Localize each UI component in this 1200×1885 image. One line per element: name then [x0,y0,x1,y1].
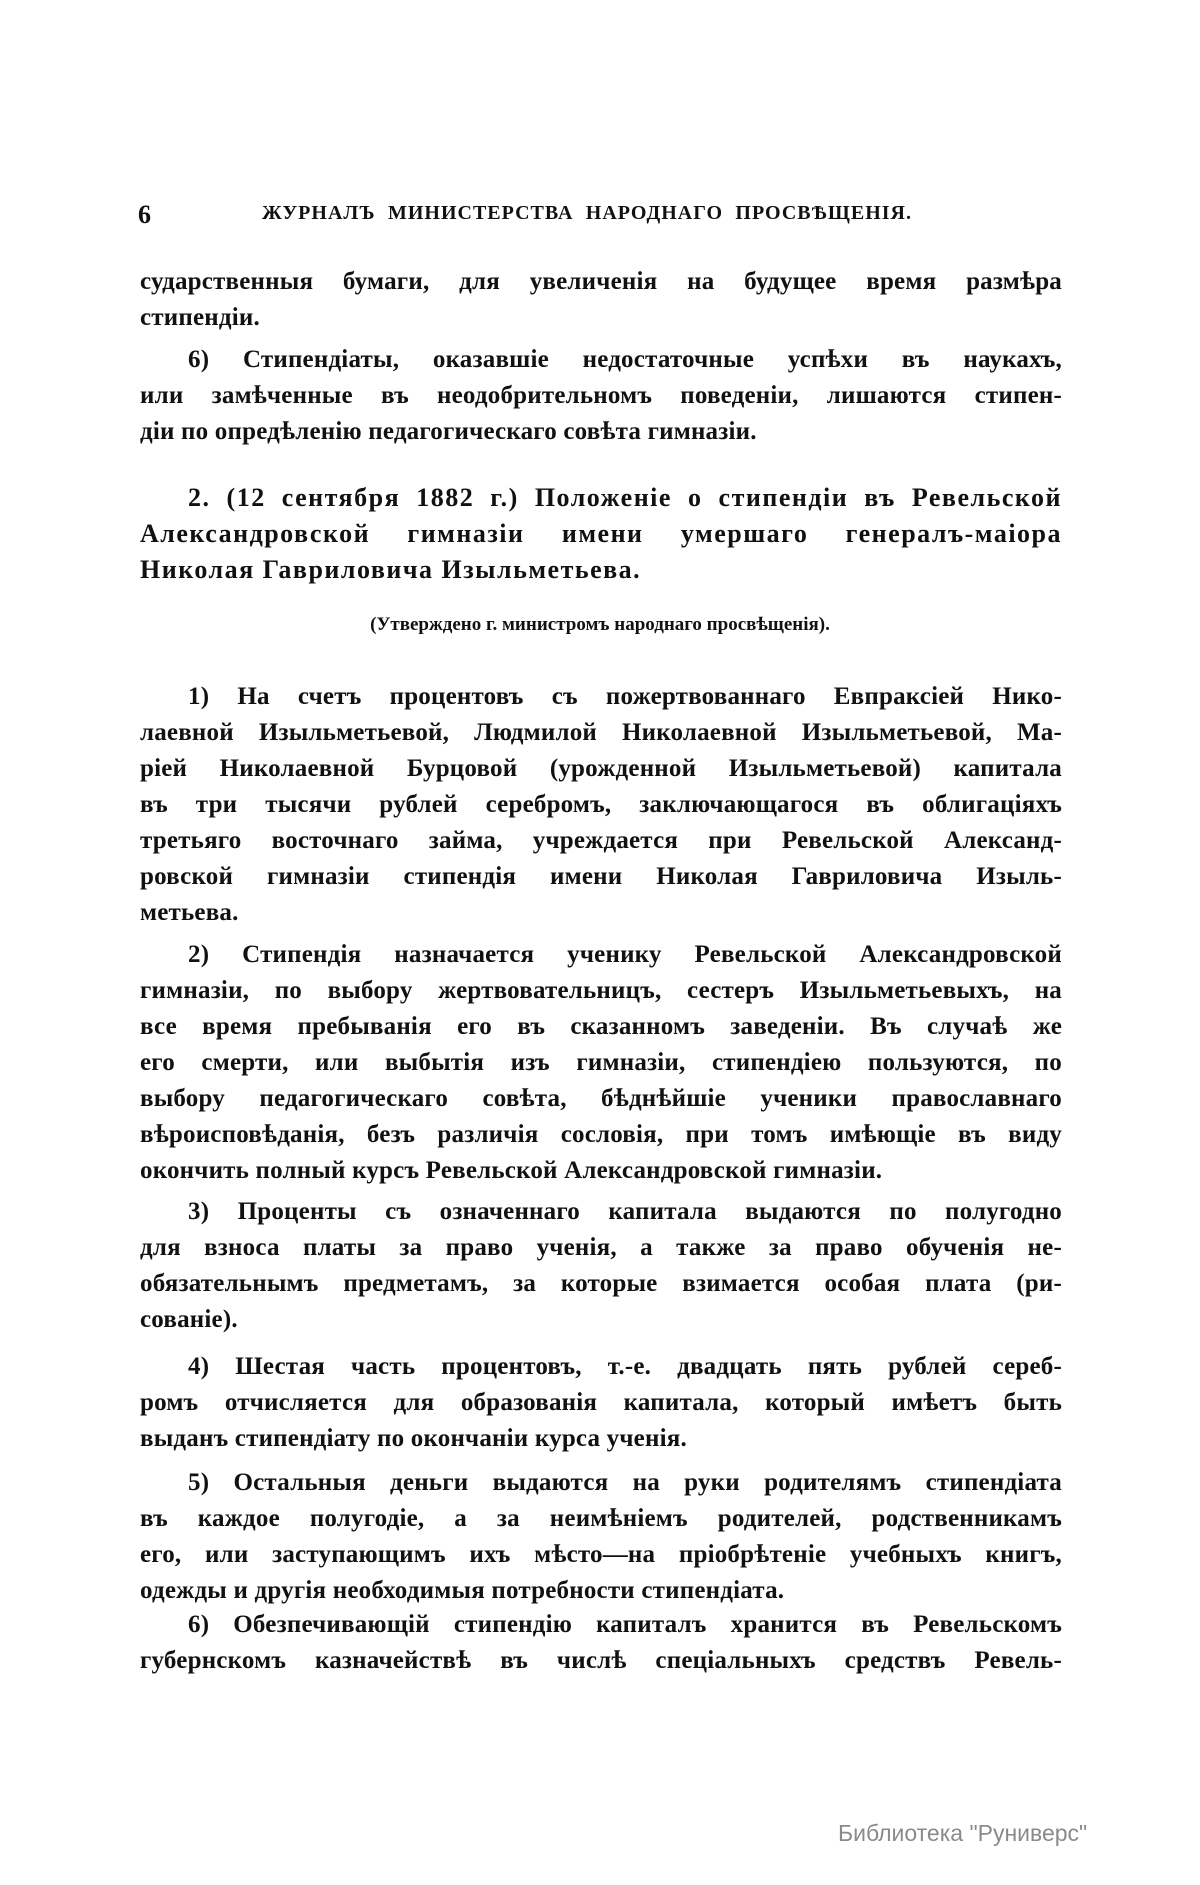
text-line: 2. (12 сентября 1882 г.) Положеніе о стипендіи въ Ревельской [188,483,1062,512]
text-line: обязательнымъ предметамъ, за которые взимается особая плата (ри- [140,1270,1062,1297]
text-line: вѣроисповѣданія, безъ различія сословія, при томъ имѣющіе въ виду [140,1121,1062,1148]
text-line: ровской гимназіи стипендія имени Николая Гавриловича Изыль- [140,863,1062,890]
text-line: 3) Проценты съ означеннаго капитала выдаются по полугодно [188,1198,1062,1225]
text-line: гимназіи, по выбору жертвовательницъ, сестеръ Изыльметьевыхъ, на [140,977,1062,1004]
text-line: или замѣченные въ неодобрительномъ поведеніи, лишаются стипен- [140,382,1062,409]
library-watermark: Библиотека "Руниверс" [838,1820,1088,1846]
text-line: губернскомъ казначействѣ въ числѣ спеціальныхъ средствъ Ревель- [140,1647,1062,1674]
text-line: 5) Остальныя деньги выдаются на руки родителямъ стипендіата [188,1469,1062,1496]
text-line: его смерти, или выбытія изъ гимназіи, стипендіею пользуются, по [140,1049,1062,1076]
text-line: выданъ стипендіату по окончаніи курса ученія. [140,1425,687,1452]
text-line: одежды и другія необходимыя потребности стипендіата. [140,1577,785,1604]
text-line: метьева. [140,899,239,926]
text-line: Александровской гимназіи имени умершаго генералъ-маіора [140,519,1062,548]
text-line: сударственныя бумаги, для увеличенія на будущее время размѣра [140,268,1062,295]
approval-note: (Утверждено г. министромъ народнаго просвѣщенія). [370,614,830,635]
running-title: ЖУРНАЛЪ МИНИСТЕРСТВА НАРОДНАГО ПРОСВѢЩЕНІЯ. [262,202,912,224]
text-line: 2) Стипендія назначается ученику Ревельской Александровской [188,941,1062,968]
text-line: для взноса платы за право ученія, а также за право обученія не- [140,1234,1062,1261]
text-line: лаевной Изыльметьевой, Людмилой Николаевной Изыльметьевой, Ма- [140,719,1062,746]
text-line: ріей Николаевной Бурцовой (урожденной Изыльметьевой) капитала [140,755,1062,782]
text-line: третьяго восточнаго займа, учреждается при Ревельской Александ- [140,827,1062,854]
text-line: ромъ отчисляется для образованія капитала, который имѣетъ быть [140,1389,1062,1416]
text-line: 1) На счетъ процентовъ съ пожертвованнаго Евпраксіей Нико- [188,683,1062,710]
text-line: 4) Шестая часть процентовъ, т.-е. двадцать пять рублей сереб- [188,1353,1062,1380]
text-line: все время пребыванія его въ сказанномъ заведеніи. Въ случаѣ же [140,1013,1062,1040]
text-line: его, или заступающимъ ихъ мѣсто—на пріобрѣтеніе учебныхъ книгъ, [140,1541,1062,1568]
text-line: въ каждое полугодіе, а за неимѣніемъ родителей, родственникамъ [140,1505,1062,1532]
text-line: 6) Обезпечивающій стипендію капиталъ хранится въ Ревельскомъ [188,1611,1062,1638]
page-number: 6 [138,200,151,229]
text-line: въ три тысячи рублей серебромъ, заключающагося въ облигаціяхъ [140,791,1062,818]
text-line: окончить полный курсъ Ревельской Александровской гимназіи. [140,1157,883,1184]
text-line: стипендіи. [140,304,260,331]
text-line: Николая Гавриловича Изыльметьева. [140,555,642,584]
text-line: сованіе). [140,1306,238,1333]
text-line: выбору педагогическаго совѣта, бѣднѣйшіе ученики православнаго [140,1085,1062,1112]
text-line: 6) Стипендіаты, оказавшіе недостаточные успѣхи въ наукахъ, [188,346,1062,373]
text-line: діи по опредѣленію педагогическаго совѣта гимназіи. [140,418,757,445]
